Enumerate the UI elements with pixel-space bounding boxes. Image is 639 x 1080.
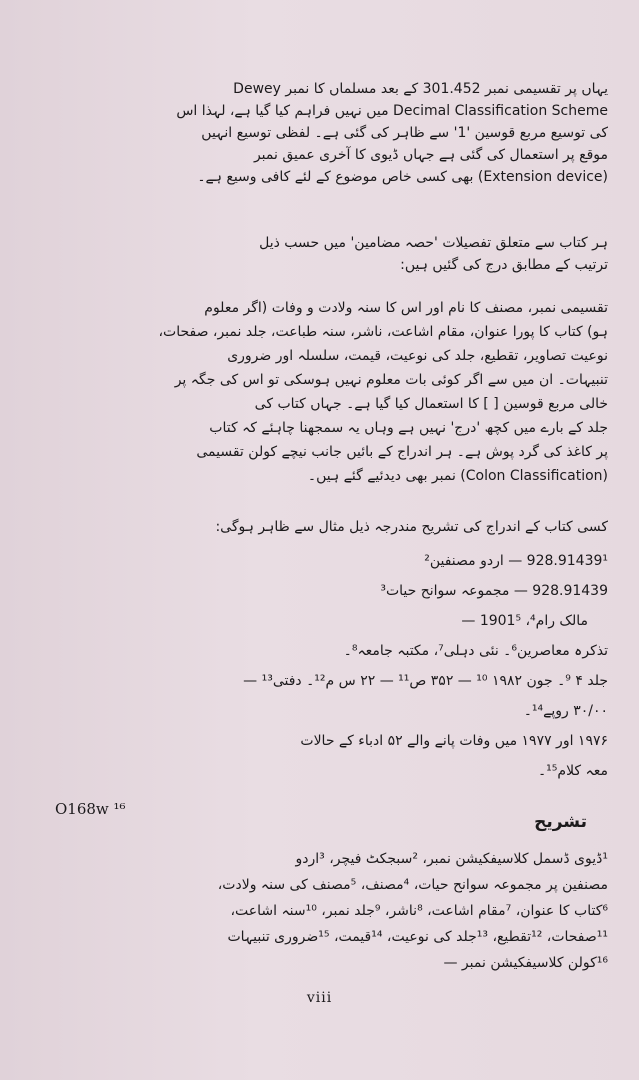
example-line: 928.91439 — مجموعہ سوانح حیات³	[380, 583, 608, 599]
intro-line: موقع پر استعمال کی گئی ہے جہاں ڈیوی کا آخری عمیق نمبر	[253, 147, 608, 163]
example-line: مالک رام⁴، 1901⁵ —	[461, 613, 588, 629]
intro-line: کی توسیع مربع قوسین '1' سے ظاہر کی گئی ہے۔ لفظی توسیع انہیں	[201, 125, 608, 141]
paragraph-line: تقسیمی نمبر، مصنف کا نام اور اس کا سنہ ولادت و وفات (اگر معلوم	[204, 300, 608, 316]
paragraph-line: ترتیب کے مطابق درج کی گئیں ہیں:	[400, 257, 608, 273]
paragraph-line: نوعیت تصاویر، تقطیع، جلد کی نوعیت، قیمت، سلسلہ اور ضروری	[227, 348, 608, 364]
details-paragraph	[52, 296, 608, 488]
example-line: تذکرہ معاصرین⁶۔ نئی دہلی⁷، مکتبہ جامعہ⁸۔	[343, 643, 608, 659]
example-entry	[52, 546, 608, 786]
paragraph-line: (Colon Classification) نمبر بھی دیدئیے گئے ہیں۔	[307, 468, 608, 484]
colon-classification-code: O168w ¹⁶	[55, 800, 126, 818]
example-line: جلد ۴ ⁹۔ جون ۱۹۸۲ ¹⁰ — ۳۵۲ ص¹¹ — ۲۲ س م¹²۔ دفتی¹³ —	[243, 673, 608, 689]
intro-line: Decimal Classification Scheme میں نہیں فراہم کیا گیا ہے، لہذا اس	[176, 103, 608, 119]
paragraph-line: ہر کتاب سے متعلق تفصیلات 'حصہ مضامین' میں حسب ذیل	[259, 235, 608, 251]
example-intro	[52, 516, 608, 538]
page-number: viii	[306, 990, 333, 1006]
paragraph-line: جلد کے بارے میں کچھ 'درج' نہیں ہے وہاں یہ سمجھنا چاہئے کہ کتاب	[209, 420, 608, 436]
explanation-line: مصنفین پر مجموعہ سوانح حیات، ⁴مصنف، ⁵مصنف کی سنہ ولادت،	[217, 877, 608, 893]
paragraph-line: کسی کتاب کے اندراج کی تشریح مندرجہ ذیل مثال سے ظاہر ہوگی:	[215, 519, 608, 535]
explanation-paragraph	[52, 846, 608, 976]
intro-paragraph	[52, 78, 608, 188]
example-line: 928.91439¹ — اردو مصنفین²	[424, 553, 608, 569]
explanation-heading: تشریح	[534, 812, 587, 832]
intro-line: (Extension device) بھی کسی خاص موضوع کے لئے کافی وسیع ہے۔	[197, 169, 608, 185]
explanation-line: ⁶کتاب کا عنوان، ⁷مقام اشاعت، ⁸ناشر، ⁹جلد نمبر، ¹⁰سنہ اشاعت،	[230, 903, 608, 919]
arrangement-paragraph	[52, 232, 608, 276]
paragraph-line: پر کاغذ کی گرد پوش ہے۔ ہر اندراج کے بائیں جانب نیچے کولن تقسیمی	[196, 444, 608, 460]
paragraph-line: ہو) کتاب کا پورا عنوان، مقام اشاعت، ناشر، سنہ طباعت، جلد نمبر، صفحات،	[158, 324, 608, 340]
explanation-line: ¹¹صفحات، ¹²تقطیع، ¹³جلد کی نوعیت، ¹⁴قیمت، ¹⁵ضروری تنبیہات	[227, 929, 608, 945]
example-line: ۱۹۷۶ اور ۱۹۷۷ میں وفات پانے والے ۵۲ ادباء کے حالات	[300, 733, 608, 749]
paragraph-line: خالی مربع قوسین [ ] کا استعمال کیا گیا ہے۔ جہاں کتاب کی	[254, 396, 608, 412]
paragraph-line: تنبیہات۔ ان میں سے اگر کوئی بات معلوم نہیں ہوسکی تو اس کی جگہ پر	[174, 372, 608, 388]
intro-line: یہاں پر تقسیمی نمبر 301.452 کے بعد مسلماں کا نمبر Dewey	[233, 81, 608, 97]
explanation-line: ¹ڈیوی ڈسمل کلاسیفکیشن نمبر، ²سبجکٹ فیچر، ³اردو	[295, 851, 608, 867]
example-line: ۳۰/۰۰ روپے¹⁴۔	[523, 703, 608, 719]
explanation-line: ¹⁶کولن کلاسیفکیشن نمبر —	[443, 955, 608, 971]
example-line: معہ کلام¹⁵۔	[537, 763, 608, 779]
